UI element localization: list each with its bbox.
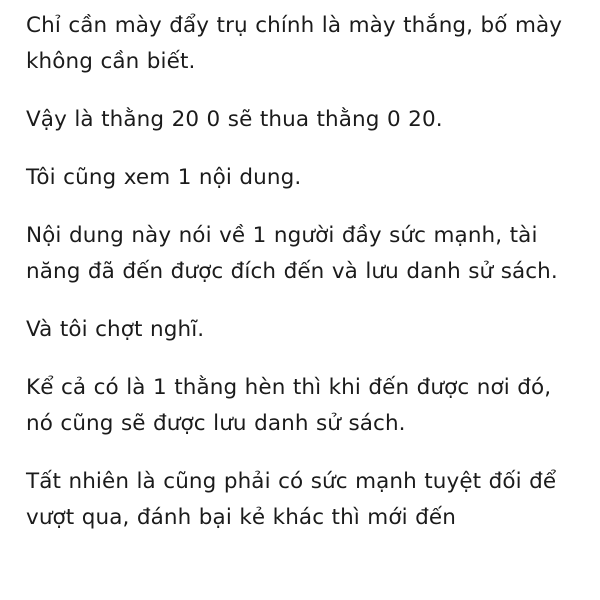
paragraph-5: Và tôi chợt nghĩ. xyxy=(26,317,205,342)
paragraph-1: Chỉ cần mày đẩy trụ chính là mày thắng, bố mày không cần biết. xyxy=(26,13,563,74)
paragraph-4: Nội dung này nói về 1 người đầy sức mạnh, tài năng đã đến được đích đến và lưu danh sử sách. xyxy=(26,223,558,284)
paragraph-6: Kể cả có là 1 thằng hèn thì khi đến được nơi đó, nó cũng sẽ được lưu danh sử sách. xyxy=(26,375,552,436)
paragraph-7: Tất nhiên là cũng phải có sức mạnh tuyệt đối để vượt qua, đánh bại kẻ khác thì mới đến xyxy=(26,469,557,530)
paragraph-3: Tôi cũng xem 1 nội dung. xyxy=(26,165,302,190)
paragraph-2: Vậy là thằng 20 0 sẽ thua thằng 0 20. xyxy=(26,107,443,132)
